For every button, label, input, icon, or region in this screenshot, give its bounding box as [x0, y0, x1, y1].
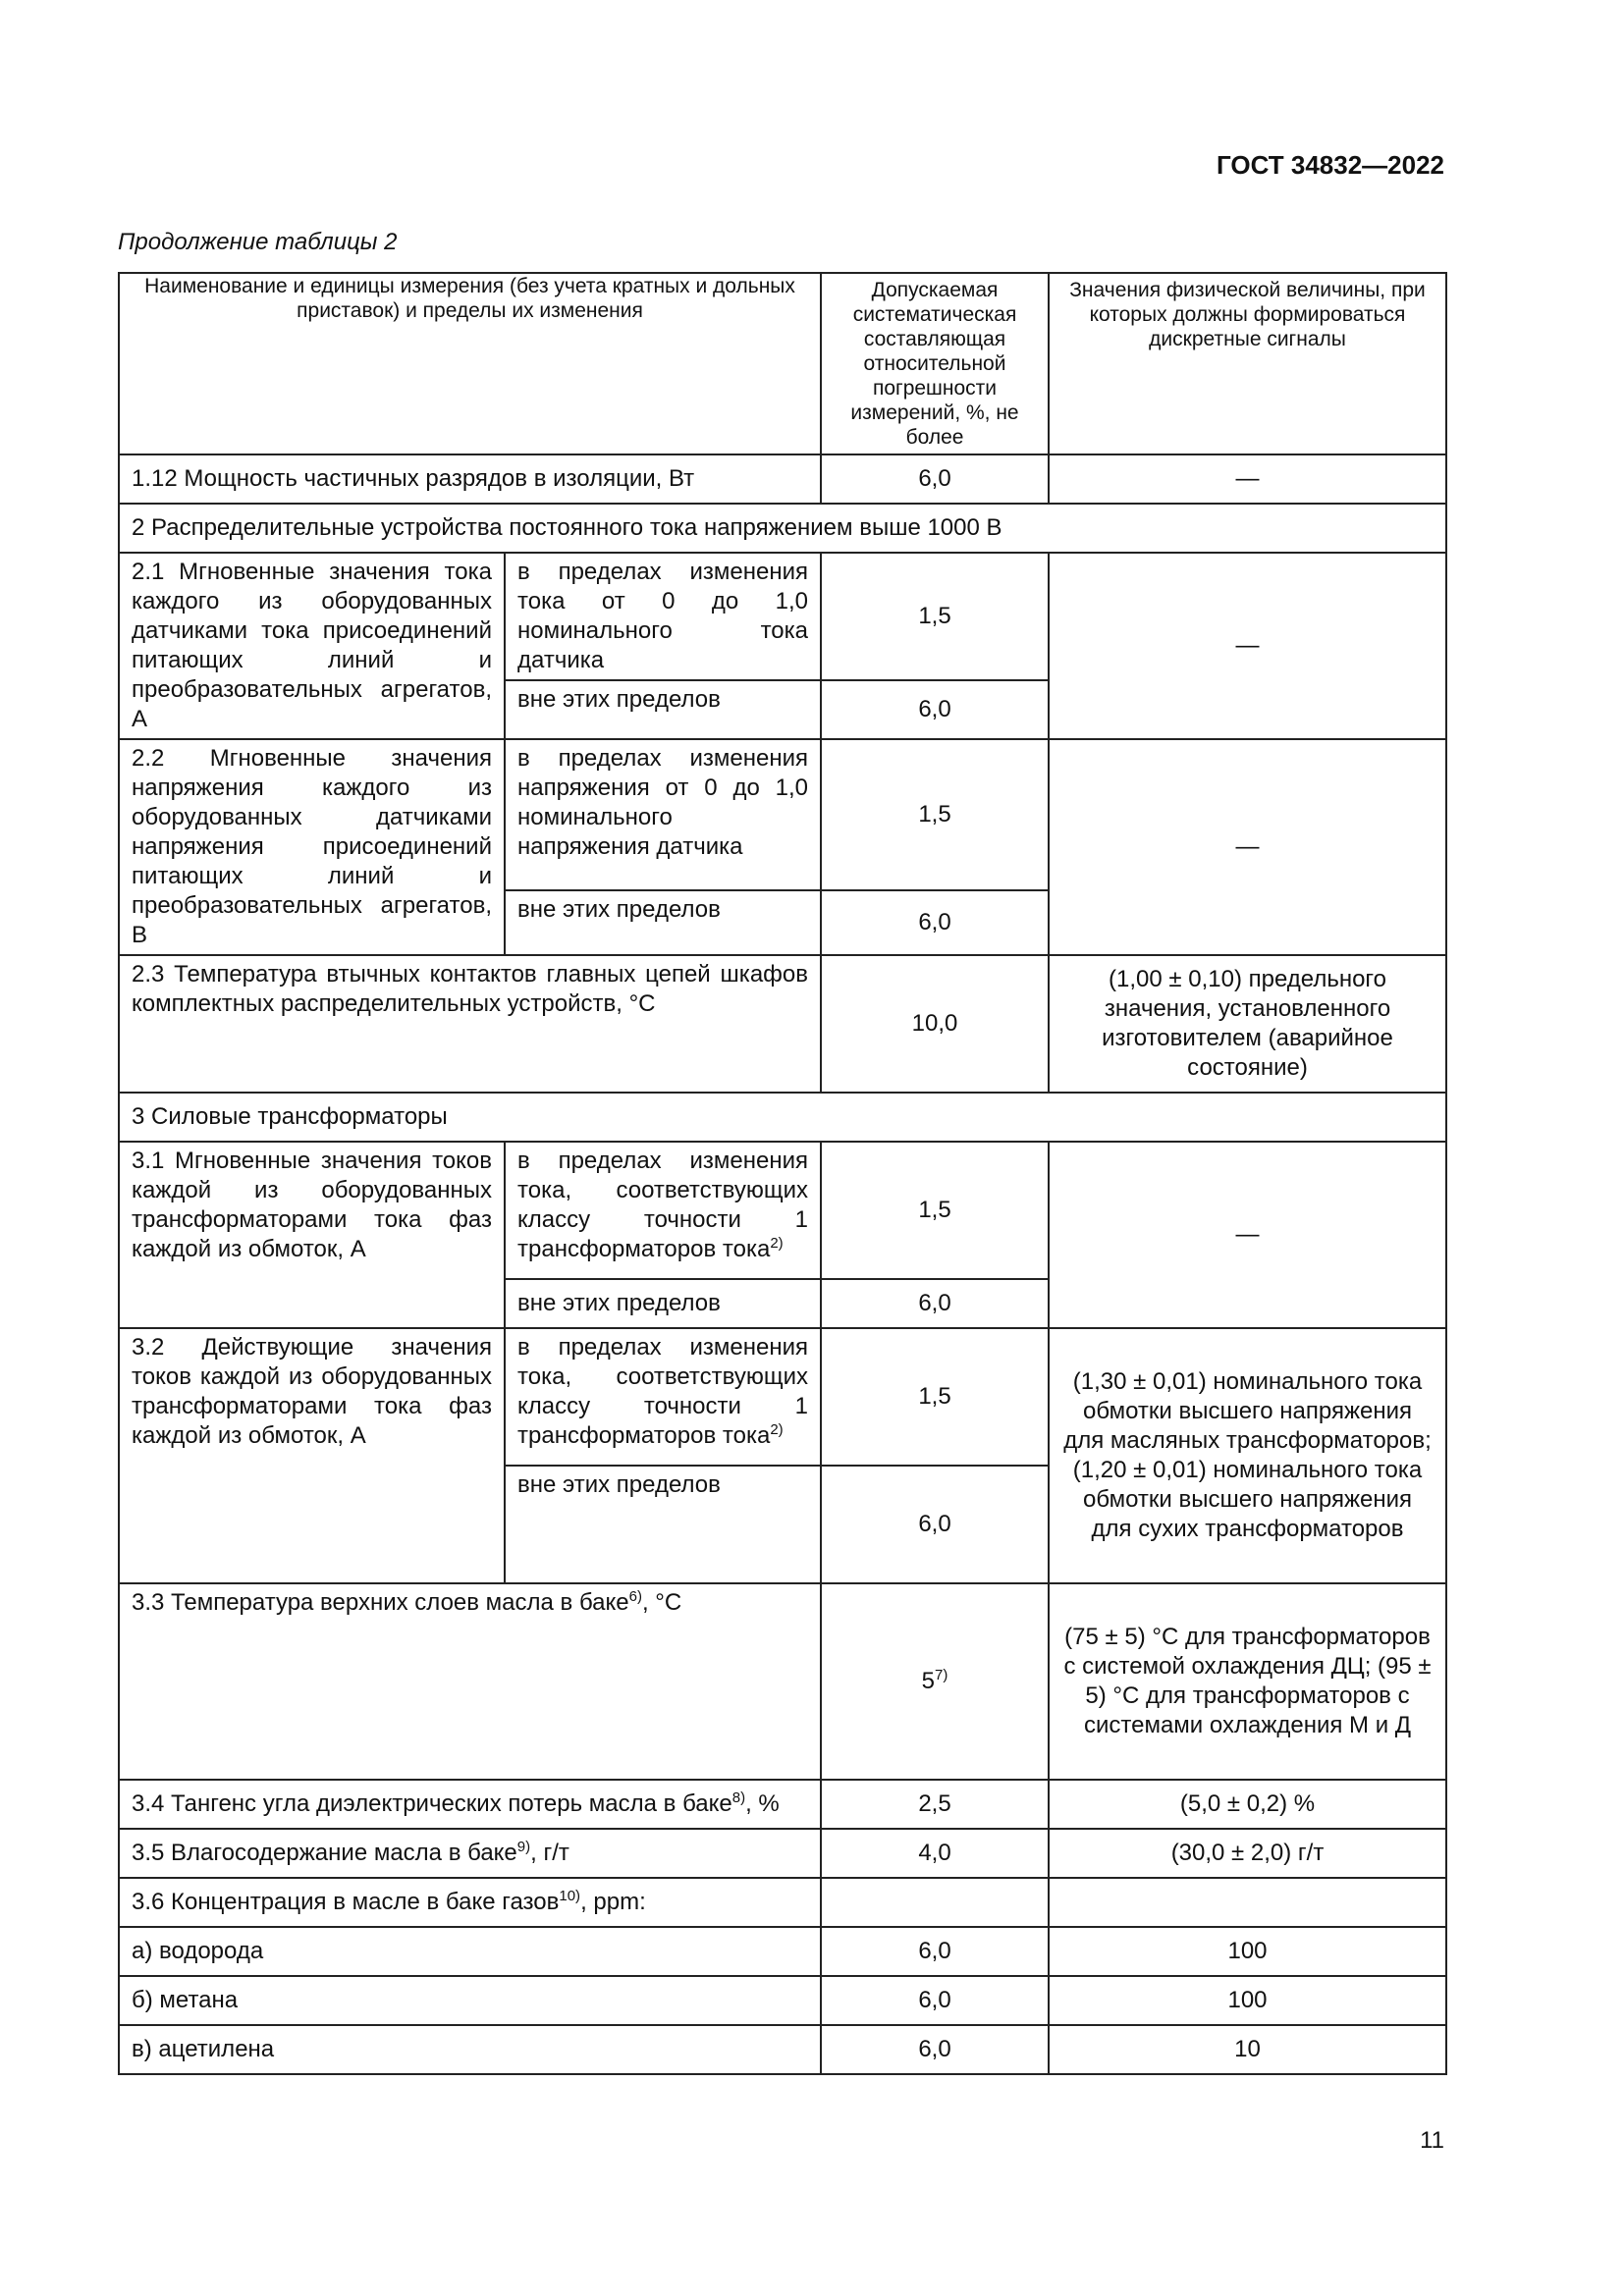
row-112-error: 6,0 — [821, 454, 1049, 504]
row-36-name-text: 3.6 Концентрация в масле в баке газов — [132, 1889, 560, 1915]
table-row — [119, 1328, 1446, 1466]
row-22-err2: 6,0 — [821, 890, 1049, 955]
header-signal: Значения физической величины, при которых должны формироваться дискретные сигналы — [1049, 273, 1446, 454]
row-32-cond1-text: в пределах изменения тока, соответствующих классу точности 1 трансформаторов тока — [517, 1334, 809, 1449]
row-33-name — [119, 1583, 821, 1780]
page-number: 11 — [1420, 2127, 1444, 2154]
row-22-signal: — — [1049, 739, 1446, 955]
footnote-ref: 9) — [516, 1839, 531, 1855]
row-35-name-text: 3.5 Влагосодержание масла в баке — [132, 1840, 517, 1866]
row-34-name-unit: , % — [745, 1790, 780, 1817]
row-31-cond1 — [505, 1142, 821, 1279]
row-21-err2: 6,0 — [821, 680, 1049, 739]
row-33-name-unit: , °С — [641, 1589, 682, 1616]
row-36-error — [821, 1878, 1049, 1927]
row-31-cond2: вне этих пределов — [505, 1279, 821, 1328]
row-21-signal: — — [1049, 553, 1446, 739]
row-21-name: 2.1 Мгновенные значения тока каждого из оборудованных датчиками тока присоединений питающих линий и преобразовательных агрегатов, А — [119, 553, 505, 739]
row-32-err2: 6,0 — [821, 1466, 1049, 1583]
footnote-ref: 8) — [731, 1789, 746, 1806]
row-34-error: 2,5 — [821, 1780, 1049, 1829]
row-32-err1: 1,5 — [821, 1328, 1049, 1466]
row-31-signal: — — [1049, 1142, 1446, 1328]
standard-number: ГОСТ 34832—2022 — [1217, 150, 1444, 180]
row-35-name — [119, 1829, 821, 1878]
header-error: Допускаемая систематическая составляющая относительной погрешности измерений, %, не более — [821, 273, 1049, 454]
row-34-name-text: 3.4 Тангенс угла диэлектрических потерь масла в баке — [132, 1790, 732, 1817]
row-36b-signal: 100 — [1049, 1976, 1446, 2025]
row-112-name: 1.12 Мощность частичных разрядов в изоляции, Вт — [119, 454, 821, 504]
row-31-err2: 6,0 — [821, 1279, 1049, 1328]
row-31-err1: 1,5 — [821, 1142, 1049, 1279]
footnote-ref: 7) — [935, 1667, 948, 1683]
row-32-name: 3.2 Действующие значения токов каждой из оборудованных трансформаторами тока фаз каждой из обмоток, А — [119, 1328, 505, 1583]
row-35-signal: (30,0 ± 2,0) г/т — [1049, 1829, 1446, 1878]
table-row — [119, 553, 1446, 680]
section-3-title: 3 Силовые трансформаторы — [119, 1093, 1446, 1142]
row-21-err1: 1,5 — [821, 553, 1049, 680]
table-row — [119, 2025, 1446, 2074]
row-36-name — [119, 1878, 821, 1927]
row-36b-error: 6,0 — [821, 1976, 1049, 2025]
row-34-name — [119, 1780, 821, 1829]
row-36-signal — [1049, 1878, 1446, 1927]
row-35-error: 4,0 — [821, 1829, 1049, 1878]
section-2-title: 2 Распределительные устройства постоянного тока напряжением выше 1000 В — [119, 504, 1446, 553]
row-36a-error: 6,0 — [821, 1927, 1049, 1976]
row-23-name: 2.3 Температура втычных контактов главных цепей шкафов комплектных распределительных устройств, °С — [119, 955, 821, 1093]
section-row — [119, 504, 1446, 553]
table-row — [119, 1583, 1446, 1780]
row-36a-name: а) водорода — [119, 1927, 821, 1976]
table-continuation-label: Продолжение таблицы 2 — [118, 229, 398, 255]
row-33-signal: (75 ± 5) °С для трансформаторов с системой охлаждения ДЦ; (95 ± 5) °С для трансформаторов с системами охлаждения М и Д — [1049, 1583, 1446, 1780]
header-name: Наименование и единицы измерения (без учета кратных и дольных приставок) и пределы их изменения — [119, 273, 821, 454]
table-row — [119, 454, 1446, 504]
row-23-error: 10,0 — [821, 955, 1049, 1093]
row-112-signal: — — [1049, 454, 1446, 504]
table-row — [119, 739, 1446, 890]
row-36c-signal: 10 — [1049, 2025, 1446, 2074]
row-33-error-value: 5 — [921, 1668, 936, 1694]
row-33-error — [821, 1583, 1049, 1780]
table-row — [119, 1976, 1446, 2025]
row-22-err1: 1,5 — [821, 739, 1049, 890]
row-33-name-text: 3.3 Температура верхних слоев масла в баке — [132, 1589, 629, 1616]
footnote-ref: 2) — [770, 1421, 784, 1438]
footnote-ref: 2) — [770, 1235, 784, 1252]
row-32-signal: (1,30 ± 0,01) номинального тока обмотки высшего напряжения для масляных трансформаторов; (1,20 ± 0,01) номинального тока обмотки высшего напряжения для сухих трансформаторов — [1049, 1328, 1446, 1583]
parameters-table — [118, 272, 1447, 2075]
row-32-cond2: вне этих пределов — [505, 1466, 821, 1583]
row-32-cond1 — [505, 1328, 821, 1466]
row-36-name-unit: , ppm: — [580, 1889, 646, 1915]
table-row — [119, 1878, 1446, 1927]
row-36b-name: б) метана — [119, 1976, 821, 2025]
row-23-signal: (1,00 ± 0,10) предельного значения, установленного изготовителем (аварийное состояние) — [1049, 955, 1446, 1093]
row-36a-signal: 100 — [1049, 1927, 1446, 1976]
table-row — [119, 1829, 1446, 1878]
footnote-ref: 6) — [628, 1588, 642, 1605]
row-22-cond2: вне этих пределов — [505, 890, 821, 955]
row-36c-error: 6,0 — [821, 2025, 1049, 2074]
table-row — [119, 955, 1446, 1093]
row-31-name: 3.1 Мгновенные значения токов каждой из оборудованных трансформаторами тока фаз каждой из обмоток, А — [119, 1142, 505, 1328]
row-21-cond2: вне этих пределов — [505, 680, 821, 739]
row-22-cond1: в пределах изменения напряжения от 0 до 1,0 номинального напряжения датчика — [505, 739, 821, 890]
row-22-name: 2.2 Мгновенные значения напряжения каждого из оборудованных датчиками напряжения присоединений питающих линий и преобразовательных агрегатов, В — [119, 739, 505, 955]
table-row — [119, 1780, 1446, 1829]
table-row — [119, 1142, 1446, 1279]
row-21-cond1: в пределах изменения тока от 0 до 1,0 номинального тока датчика — [505, 553, 821, 680]
table-header-row — [119, 273, 1446, 454]
section-row — [119, 1093, 1446, 1142]
row-35-name-unit: , г/т — [530, 1840, 569, 1866]
row-31-cond1-text: в пределах изменения тока, соответствующих классу точности 1 трансформаторов тока — [517, 1148, 809, 1262]
footnote-ref: 10) — [559, 1888, 581, 1904]
table-row — [119, 1927, 1446, 1976]
row-36c-name: в) ацетилена — [119, 2025, 821, 2074]
row-34-signal: (5,0 ± 0,2) % — [1049, 1780, 1446, 1829]
